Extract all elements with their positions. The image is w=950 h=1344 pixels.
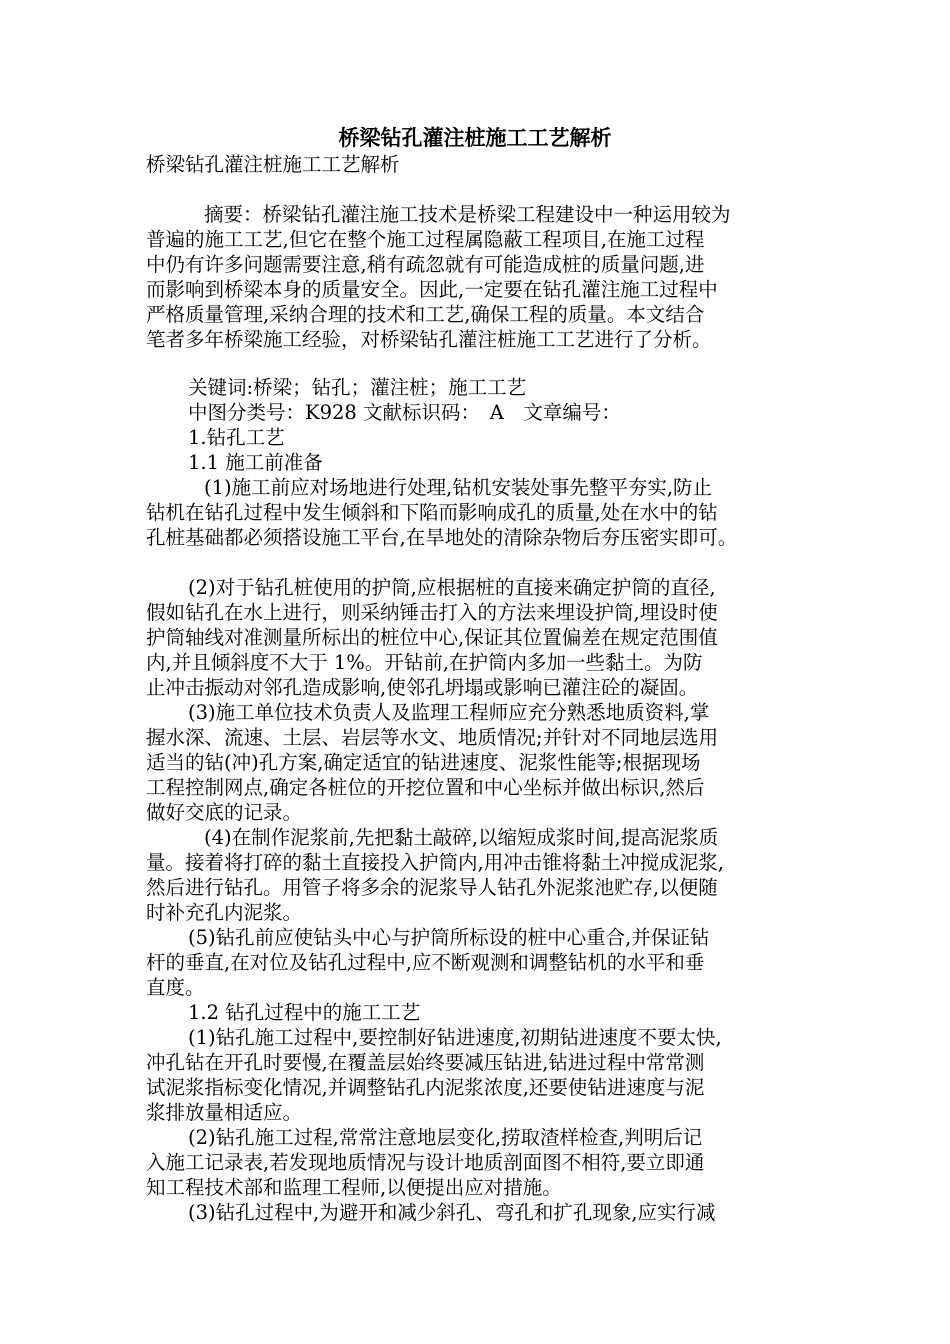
abstract-line: 中仍有许多问题需要注意,稍有疏忽就有可能造成桩的质量问题,进 (146, 253, 705, 276)
subsection-heading: 1.2 钻孔过程中的施工工艺 (188, 1001, 421, 1024)
paragraph-line: (3)施工单位技术负责人及监理工程师应充分熟悉地质资料,掌 (188, 701, 710, 724)
paragraph-line: 钻机在钻孔过程中发生倾斜和下陷而影响成孔的质量,处在水中的钻 (146, 501, 718, 524)
section-heading: 1.钻孔工艺 (188, 426, 285, 449)
subtitle-line: 桥梁钻孔灌注桩施工工艺解析 (146, 153, 400, 176)
paragraph-line: 止冲击振动对邻孔造成影响,使邻孔坍塌或影响已灌注砼的凝固。 (146, 676, 699, 699)
document-title: 桥梁钻孔灌注桩施工工艺解析 (338, 125, 612, 150)
paragraph-line: 知工程技术部和监理工程师,以便提出应对措施。 (146, 1176, 562, 1199)
paragraph-line: 握水深、流速、土层、岩层等水文、地质情况;并针对不同地层选用 (146, 726, 719, 749)
paragraph-line: (2)对于钻孔桩使用的护筒,应根据桩的直接来确定护筒的直径, (188, 576, 716, 599)
abstract-line: 摘要：桥梁钻孔灌注施工技术是桥梁工程建设中一种运用较为 (204, 203, 731, 226)
abstract-line: 普遍的施工工艺,但它在整个施工过程属隐蔽工程项目,在施工过程 (146, 228, 705, 251)
paragraph-line: 时补充孔内泥浆。 (146, 901, 303, 924)
paragraph-line: 假如钻孔在水上进行，则采纳锤击打入的方法来埋设护筒,埋设时使 (146, 601, 718, 624)
paragraph-line: 试泥浆指标变化情况,并调整钻孔内泥浆浓度,还要使钻进速度与泥 (146, 1076, 705, 1099)
abstract-line: 而影响到桥梁本身的质量安全。因此,一定要在钻孔灌注施工过程中 (146, 278, 718, 301)
paragraph-line: 工程控制网点,确定各桩位的开挖位置和中心坐标并做出标识,然后 (146, 776, 705, 799)
abstract-line: 笔者多年桥梁施工经验，对桥梁钻孔灌注桩施工工艺进行了分析。 (146, 328, 712, 351)
paragraph-line: 直度。 (146, 976, 205, 999)
paragraph-line: (5)钻孔前应使钻头中心与护筒所标设的桩中心重合,并保证钻 (188, 926, 710, 949)
paragraph-line: 量。接着将打碎的黏土直接投入护筒内,用冲击锥将黏土冲搅成泥浆, (146, 851, 724, 874)
paragraph-line: 孔桩基础都必须搭设施工平台,在旱地处的清除杂物后夯压密实即可。 (146, 526, 738, 549)
paragraph-line: 护筒轴线对准测量所标出的桩位中心,保证其位置偏差在规定范围值 (146, 626, 718, 649)
paragraph-line: 入施工记录表,若发现地质情况与设计地质剖面图不相符,要立即通 (146, 1151, 705, 1174)
classification-line: 中图分类号：K928 文献标识码： A 文章编号： (188, 401, 621, 424)
abstract-line: 严格质量管理,采纳合理的技术和工艺,确保工程的质量。本文结合 (146, 303, 705, 326)
paragraph-line: (4)在制作泥浆前,先把黏土敲碎,以缩短成浆时间,提高泥浆质 (204, 826, 719, 849)
paragraph-line: (1)钻孔施工过程中,要控制好钻进速度,初期钻进速度不要太快, (188, 1026, 722, 1049)
paragraph-line: 冲孔钻在开孔时要慢,在覆盖层始终要减压钻进,钻进过程中常常测 (146, 1051, 705, 1074)
subsection-heading: 1.1 施工前准备 (188, 451, 323, 474)
paragraph-line: 做好交底的记录。 (146, 801, 303, 824)
paragraph-line: 适当的钻(冲)孔方案,确定适宜的钻进速度、泥浆性能等;根据现场 (146, 751, 701, 774)
paragraph-line: (3)钻孔过程中,为避开和减少斜孔、弯孔和扩孔现象,应实行减 (188, 1201, 716, 1224)
paragraph-line: 内,并且倾斜度不大于 1%。开钻前,在护筒内多加一些黏土。为防 (146, 651, 703, 674)
paragraph-line: (1)施工前应对场地进行处理,钻机安装处事先整平夯实,防止 (204, 476, 713, 499)
paragraph-line: 然后进行钻孔。用管子将多余的泥浆导人钻孔外泥浆池贮存,以便随 (146, 876, 718, 899)
paragraph-line: 浆排放量相适应。 (146, 1101, 303, 1124)
paragraph-line: (2)钻孔施工过程,常常注意地层变化,捞取渣样检查,判明后记 (188, 1126, 703, 1149)
keywords-line: 关键词:桥梁；钻孔；灌注桩；施工工艺 (188, 376, 527, 399)
paragraph-line: 杆的垂直,在对位及钻孔过程中,应不断观测和调整钻机的水平和垂 (146, 951, 705, 974)
